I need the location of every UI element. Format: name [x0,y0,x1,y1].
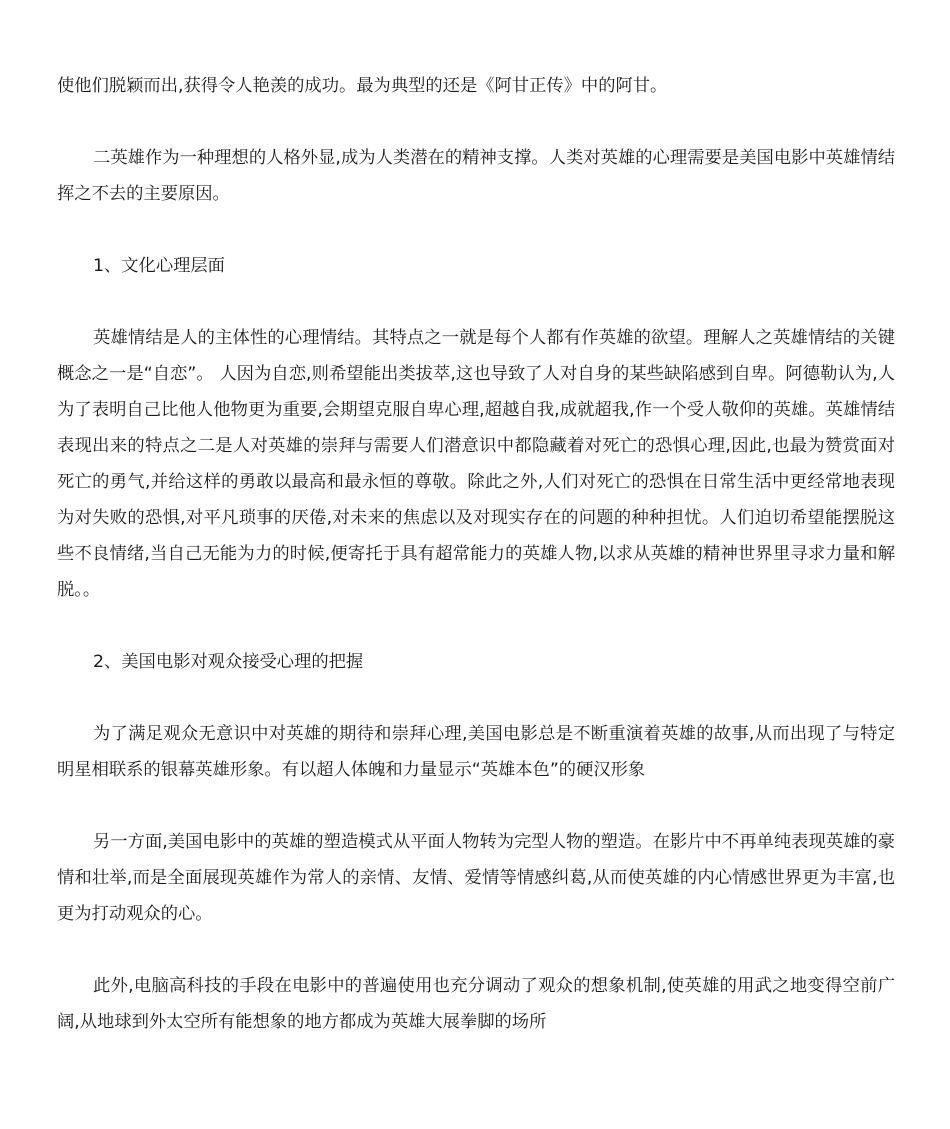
paragraph-hero-ideal: 二英雄作为一种理想的人格外显,成为人类潜在的精神支撑。人类对英雄的心理需要是美国电影中英雄情结挥之不去的主要原因。 [57,148,895,204]
paragraph-screen-heroes: 为了满足观众无意识中对英雄的期待和崇拜心理,美国电影总是不断重演着英雄的故事,从而出现了与特定明星相联系的银幕英雄形象。有以超人体魄和力量显示“英雄本色”的硬汉形象 [57,724,895,780]
section-heading-cultural-psychology: 1、文化心理层面 [93,256,225,276]
paragraph-gap [57,104,895,140]
paragraph-complete-characters: 另一方面,美国电影中的英雄的塑造模式从平面人物转为完型人物的塑造。在影片中不再单纯表现英雄的豪情和壮举,而是全面展现英雄作为常人的亲情、友情、爱情等情感纠葛,从而使英雄的内心情感世界更为丰富,也更为打动观众的心。 [57,832,895,924]
document-body [57,68,895,1040]
section-heading-audience-psychology: 2、美国电影对观众接受心理的把握 [93,652,364,672]
paragraph-gap [57,284,895,320]
paragraph-gap [57,788,895,824]
paragraph-high-tech: 此外,电脑高科技的手段在电影中的普遍使用也充分调动了观众的想象机制,使英雄的用武之地变得空前广阔,从地球到外太空所有能想象的地方都成为英雄大展拳脚的场所 [57,976,895,1032]
paragraph-gap [57,932,895,968]
paragraph-gap [57,680,895,716]
paragraph-intro-continuation: 使他们脱颖而出,获得令人艳羡的成功。最为典型的还是《阿甘正传》中的阿甘。 [57,76,668,96]
paragraph-gap [57,608,895,644]
paragraph-hero-complex: 英雄情结是人的主体性的心理情结。其特点之一就是每个人都有作英雄的欲望。理解人之英雄情结的关键概念之一是“自恋”。 人因为自恋,则希望能出类拔萃,这也导致了人对自身的某些缺陷感到自卑。阿德勒认为,人为了表明自己比他人他物更为重要,会期望克服自卑心理,超越自我,成就超我,作一个受人敬仰的英雄。英雄情结表现出来的特点之二是人对英雄的崇拜与需要人们潜意识中都隐藏着对死亡的恐惧心理,因此,也最为赞赏面对死亡的勇气,并给这样的勇敢以最高和最永恒的尊敬。除此之外,人们对死亡的恐惧在日常生活中更经常地表现为对失败的恐惧,对平凡琐事的厌倦,对未来的焦虑以及对现实存在的问题的种种担忧。人们迫切希望能摆脱这些不良情绪,当自己无能为力的时候,便寄托于具有超常能力的英雄人物,以求从英雄的精神世界里寻求力量和解脱。。 [57,328,895,600]
paragraph-gap [57,212,895,248]
